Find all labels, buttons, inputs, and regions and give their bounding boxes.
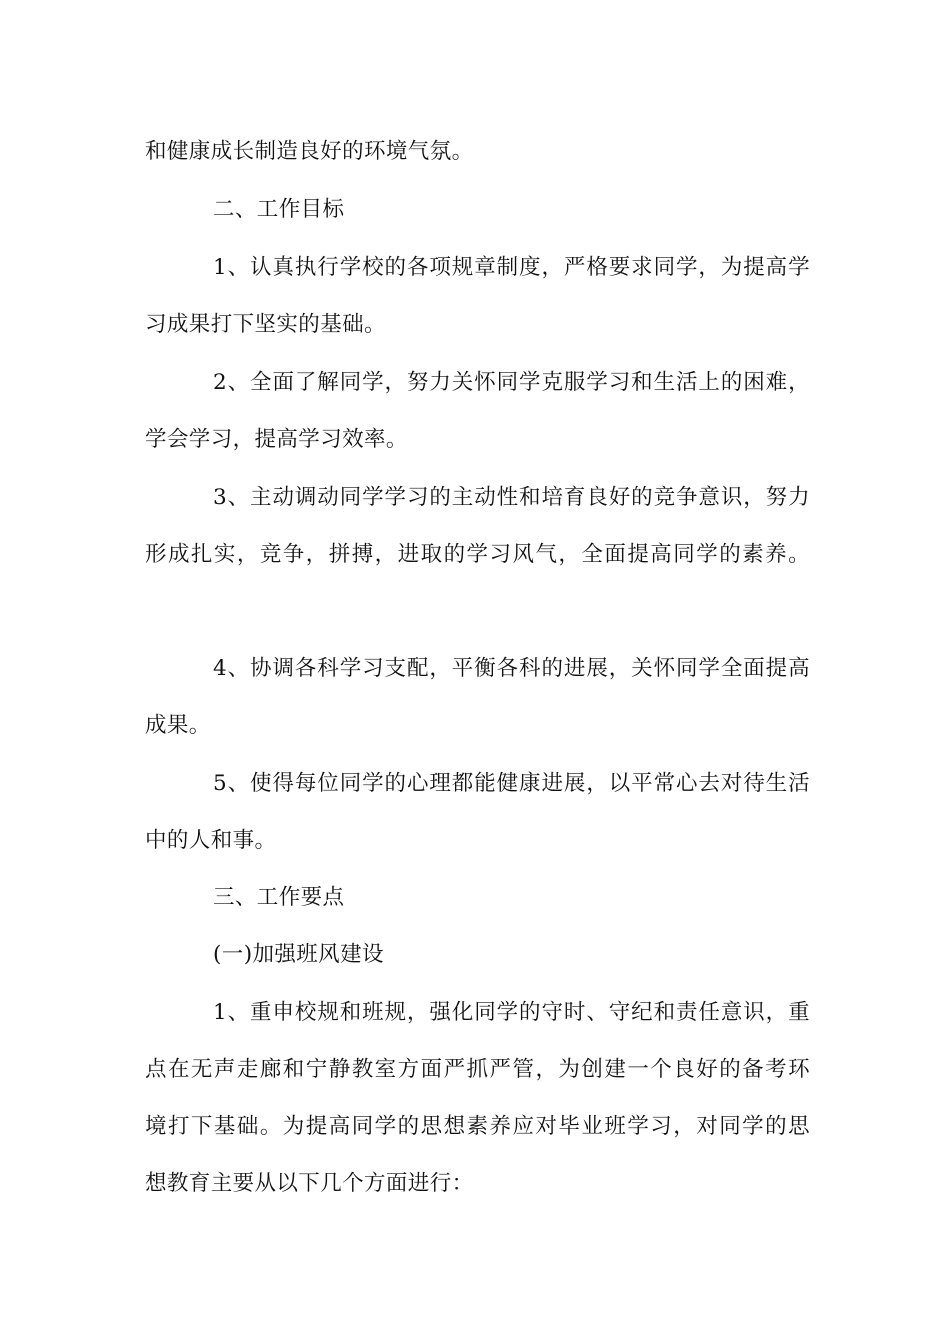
text-line: 习成果打下坚实的基础。 — [145, 312, 386, 337]
subsection-heading: (一)加强班风建设 — [213, 942, 384, 967]
text-line: 和健康成长制造良好的环境气氛。 — [145, 139, 474, 164]
text-line: 1、重申校规和班规，强化同学的守时、守纪和责任意识，重 — [213, 1000, 810, 1025]
text-line: 想教育主要从以下几个方面进行： — [145, 1171, 474, 1196]
text-line: 4、协调各科学习支配，平衡各科的进展，关怀同学全面提高 — [213, 656, 810, 681]
text-line: 2、全面了解同学，努力关怀同学克服学习和生活上的困难， — [213, 370, 810, 395]
section-heading: 三、工作要点 — [213, 885, 345, 910]
text-line: 形成扎实，竞争，拼搏，进取的学习风气，全面提高同学的素养。 — [145, 542, 810, 567]
text-line: 学会学习，提高学习效率。 — [145, 427, 408, 452]
text-line: 境打下基础。为提高同学的思想素养应对毕业班学习，对同学的思 — [145, 1114, 810, 1139]
text-line: 1、认真执行学校的各项规章制度，严格要求同学，为提高学 — [213, 255, 810, 280]
text-line: 中的人和事。 — [145, 828, 277, 853]
section-heading: 二、工作目标 — [213, 197, 345, 222]
text-line: 点在无声走廊和宁静教室方面严抓严管，为创建一个良好的备考环 — [145, 1057, 810, 1082]
text-line: 5、使得每位同学的心理都能健康进展，以平常心去对待生活 — [213, 771, 810, 796]
text-line: 成果。 — [145, 713, 211, 738]
text-line: 3、主动调动同学学习的主动性和培育良好的竞争意识，努力 — [213, 485, 810, 510]
